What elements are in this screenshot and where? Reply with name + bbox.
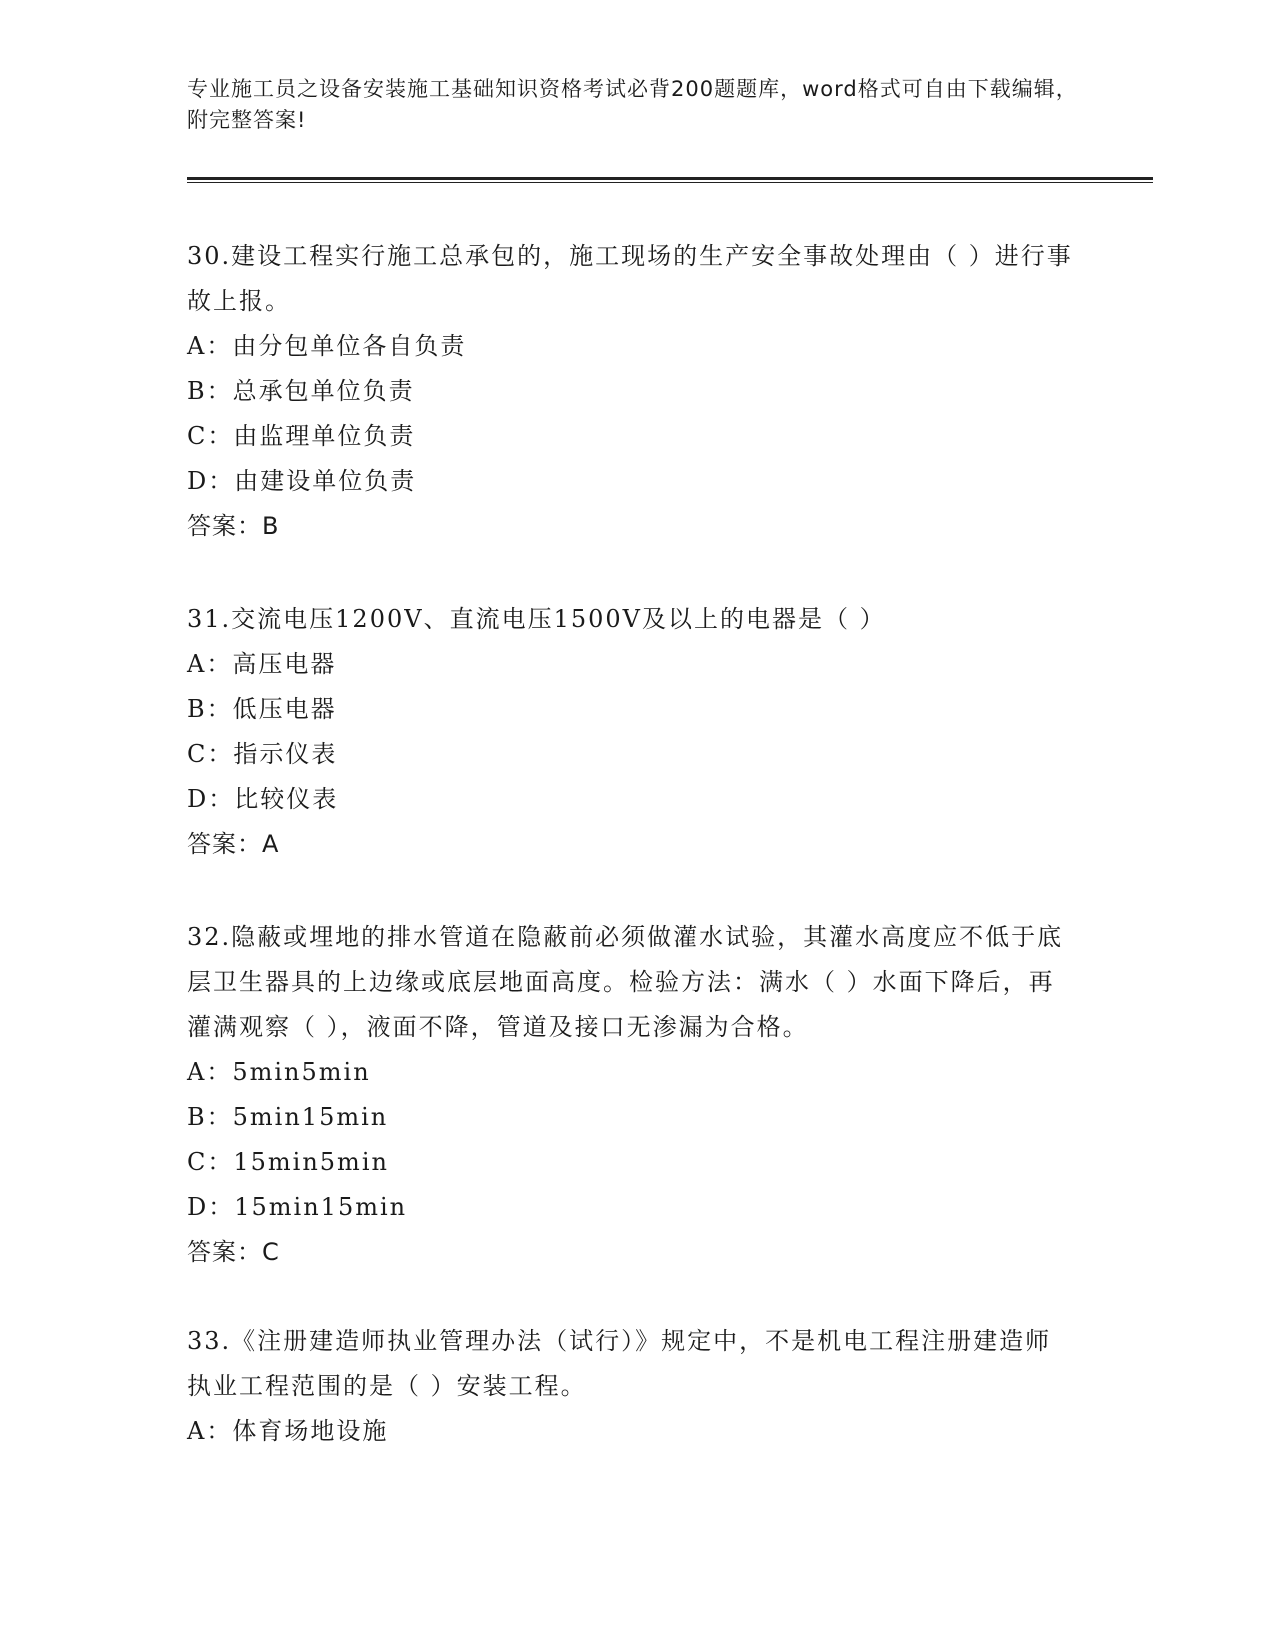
option-c: C：指示仪表 (187, 740, 338, 768)
question-stem: 33.《注册建造师执业管理办法（试行）》规定中，不是机电工程注册建造师执业工程范围的是（ ）安装工程。 (187, 1327, 1052, 1400)
question-31 (187, 597, 1077, 867)
option-d: D：15min15min (187, 1193, 408, 1221)
header-divider-thin (187, 182, 1153, 183)
option-d: D：比较仪表 (187, 785, 339, 813)
option-c: C：15min5min (187, 1148, 389, 1176)
option-b: B：总承包单位负责 (187, 377, 415, 405)
option-a: A：体育场地设施 (187, 1417, 389, 1445)
document-header: 专业施工员之设备安装施工基础知识资格考试必背200题题库，word格式可自由下载编辑，附完整答案! (187, 77, 1078, 132)
question-stem: 31.交流电压1200V、直流电压1500V及以上的电器是（ ） (187, 605, 886, 633)
question-stem: 32.隐蔽或埋地的排水管道在隐蔽前必须做灌水试验，其灌水高度应不低于底层卫生器具的上边缘或底层地面高度。检验方法：满水（ ）水面下降后，再灌满观察（ ），液面不降，管道及接口无渗漏为合格。 (187, 923, 1064, 1041)
option-a: A：由分包单位各自负责 (187, 332, 467, 360)
answer-label: 答案：B (187, 512, 280, 540)
option-b: B：5min15min (187, 1103, 389, 1131)
question-30 (187, 234, 1077, 549)
option-a: A：高压电器 (187, 650, 337, 678)
option-c: C：由监理单位负责 (187, 422, 416, 450)
answer-label: 答案：C (187, 1238, 280, 1266)
question-33 (187, 1319, 1077, 1454)
question-stem: 30.建设工程实行施工总承包的，施工现场的生产安全事故处理由（ ）进行事故上报。 (187, 242, 1073, 315)
header-divider (187, 177, 1153, 180)
question-32 (187, 915, 1077, 1275)
option-b: B：低压电器 (187, 695, 337, 723)
option-a: A：5min5min (187, 1058, 371, 1086)
option-d: D：由建设单位负责 (187, 467, 417, 495)
answer-label: 答案：A (187, 830, 280, 858)
